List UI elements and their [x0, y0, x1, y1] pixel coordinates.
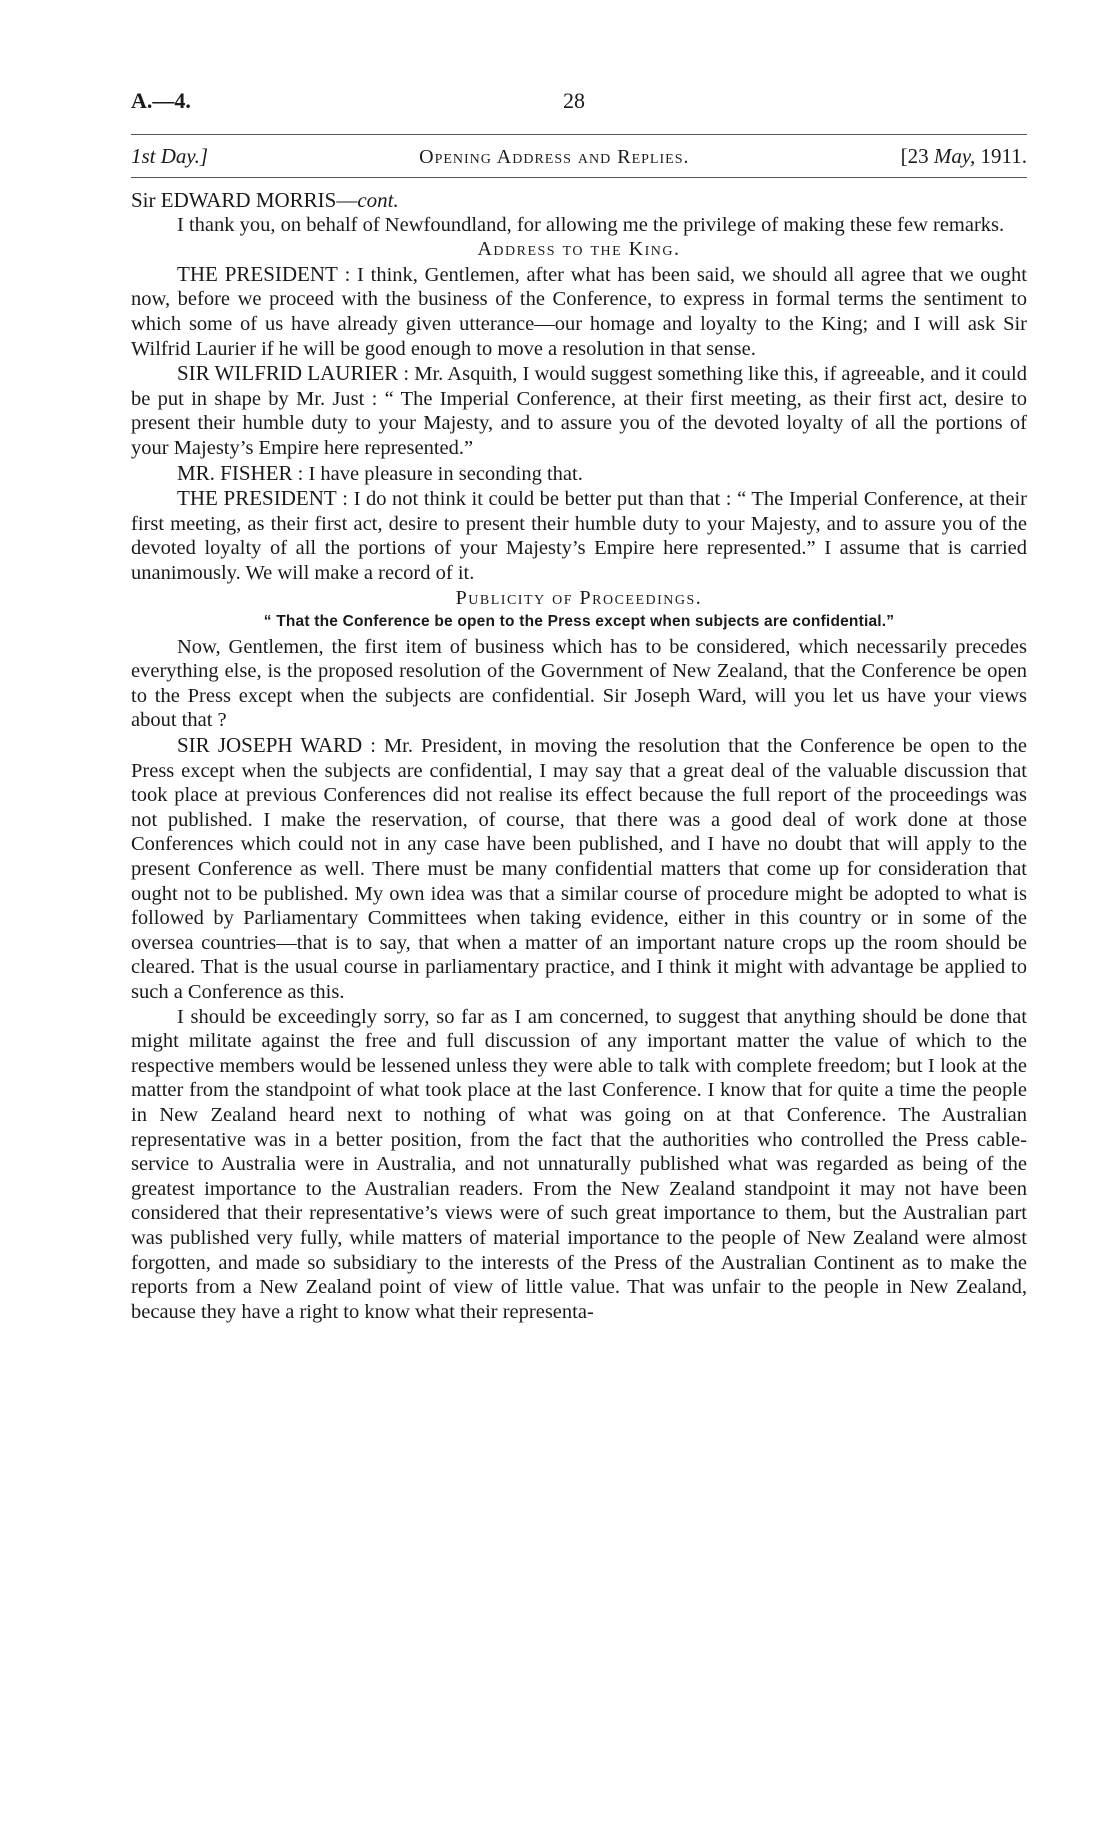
- speech-text: : I think, Gentlemen, after what has been said, we should all agree that we ought now, before we proceed with the business of the Conference, to express in formal terms the sentiment to which some of us have already given utterance—our homage and loyalty to the King; and I will ask Sir Wilfrid Laurier if he will be good enough to move a resolution in that sense.: [131, 263, 1027, 360]
- paragraph-3: [131, 361, 1027, 460]
- paragraph-1: I thank you, on behalf of Newfoundland, for allowing me the privilege of making these few remarks.: [177, 213, 1005, 236]
- date-year: 1911.: [975, 144, 1027, 168]
- speech-text: : I do not think it could be better put than that : “ The Imperial Conference, at their first meeting, as their first act, desire to present their humble duty to your Majesty, and to assure you of the devoted loyalty of all the portions of your Majesty’s Empire here represented.” I assume that is carried unanimously. We will make a record of it.: [131, 488, 1027, 584]
- document-body: [131, 188, 1027, 1324]
- speaker-name: THE PRESIDENT: [177, 486, 337, 511]
- page-top-line: [131, 88, 1027, 124]
- resolution-text: “ That the Conference be open to the Press except when subjects are confidential.”: [263, 613, 895, 631]
- paragraph-2: [131, 262, 1027, 361]
- page-number: 28: [563, 88, 585, 113]
- paragraph-7: [131, 733, 1027, 1005]
- section-heading-address: Address to the King.: [477, 238, 681, 261]
- date-month: May,: [933, 144, 976, 168]
- speech-text: : I have pleasure in seconding that.: [292, 462, 583, 485]
- paragraph-8: I should be exceedingly sorry, so far as I am concerned, to suggest that anything should be done that might militate against the free and full discussion of any important matter the value of which to the respective members would be lessened unless they were able to talk with complete freedom; but I look at the matter from the standpoint of what took place at the last Conference. I know that for quite a time the people in New Zealand heard next to nothing of what was going on at that Conference. The Australian representative was in a better position, from the fact that the authorities who controlled the Press cable-service to Australia were in Australia, and not unnaturally published what was regarded as being of the greatest importance to the Australian readers. From the New Zealand standpoint it may not have been considered that their representative’s views were of such great importance to them, but the Australian part was published very fully, while matters of material importance to the people of New Zealand were almost forgotten, and made so subsidiary to the interests of the Press of the Australian Continent as to make the reports from a New Zealand point of view of little value. That was unfair to the people in New Zealand, because they have a right to know what their representa-: [131, 1005, 1027, 1323]
- speech-text: : Mr. Asquith, I would suggest something like this, if agreeable, and it could be put in shape by Mr. Just : “ The Imperial Conference, at their first meeting, as their first act, desire to present their humble duty to your Majesty, and to assure you of the devoted loyalty of all the portions of your Majesty’s Empire here represented.”: [131, 363, 1027, 459]
- speaker-name: SIR WILFRID LAURIER: [177, 361, 399, 386]
- paper-reference: A.—4.: [131, 88, 191, 113]
- speaker-name: THE PRESIDENT: [177, 261, 338, 286]
- speech-text: : Mr. President, in moving the resolution that the Conference be open to the Press except when the subjects are confidential, I may say that a great deal of the valuable discussion that took place at previous Conferences did not realise its effect because the full report of the proceedings was not published. I make the reservation, of course, that there was a good deal of work done at those Conferences which could not in any case have been published, and I have no doubt that will apply to the present Conference as well. There must be many confidential matters that come up for consideration that ought not to be published. My own idea was that a similar course of procedure might be adopted to what is followed by Parliamentary Committees when taking evidence, either in this country or in some of the oversea countries—that is to say, that when a matter of an important nature crops up the room should be cleared. That is the usual course in parliamentary practice, and I think it might with advantage be applied to such a Conference as this.: [131, 735, 1027, 1003]
- session-date: [901, 144, 1027, 169]
- continued-marker: cont.: [357, 188, 399, 212]
- running-header: [131, 134, 1027, 178]
- running-title: Opening Address and Replies.: [419, 146, 690, 168]
- page: [131, 88, 1027, 1324]
- paragraph-5: [131, 486, 1027, 585]
- paragraph-4: [131, 461, 1027, 487]
- speaker-name: MR. FISHER: [177, 460, 293, 485]
- speaker-name: Sir EDWARD MORRIS—: [131, 188, 358, 212]
- date-open: [23: [900, 144, 934, 168]
- session-day: 1st Day.]: [131, 144, 209, 168]
- speaker-name: SIR JOSEPH WARD: [177, 733, 363, 758]
- continued-speaker: [131, 188, 1027, 213]
- section-heading-publicity: Publicity of Proceedings.: [455, 586, 703, 609]
- paragraph-6: Now, Gentlemen, the first item of business which has to be considered, which necessarily precedes everything else, is the proposed resolution of the Government of New Zealand, that the Conference be open to the Press except when the subjects are confidential. Sir Joseph Ward, will you let us have your views about that ?: [131, 635, 1027, 732]
